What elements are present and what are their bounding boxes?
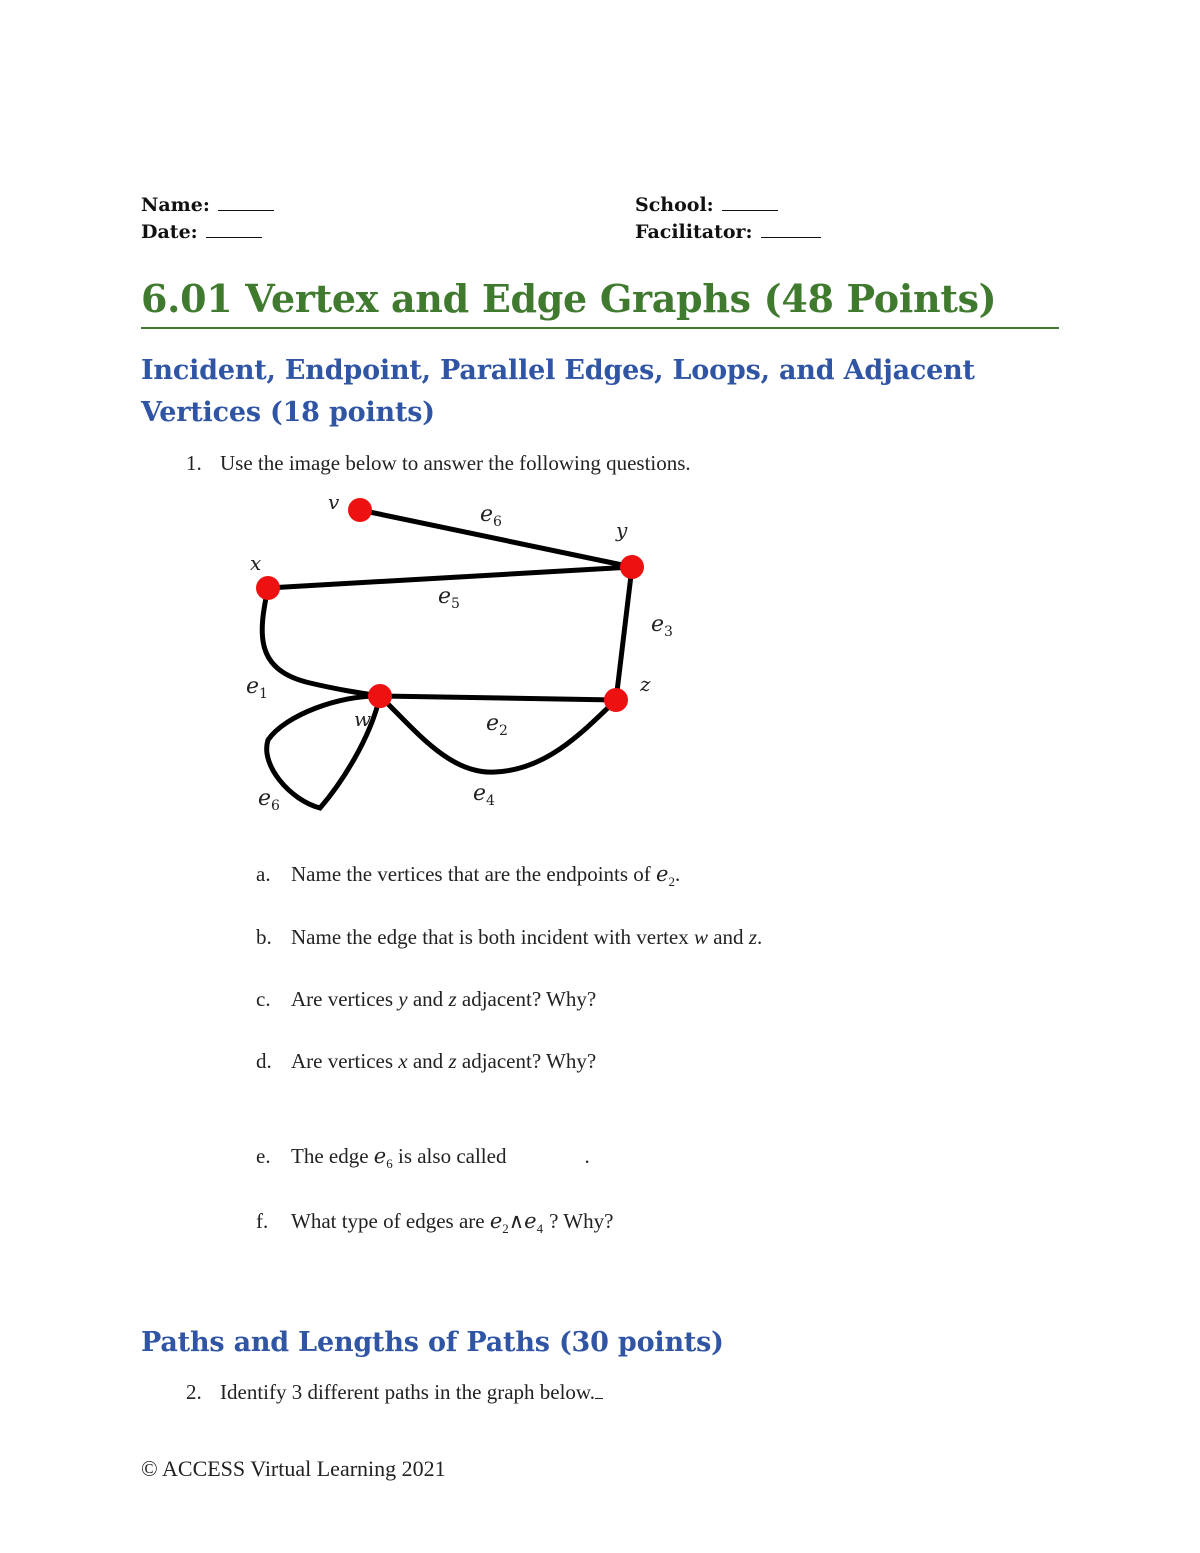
vertex-v xyxy=(348,498,372,522)
edge-label-e6-loop: $e_6$ xyxy=(258,786,280,814)
vertex-y xyxy=(620,555,644,579)
edge-e3-y-z xyxy=(616,567,632,700)
section-heading-incident: Incident, Endpoint, Parallel Edges, Loops, and Adjacent Vertices (18 points) xyxy=(141,355,975,428)
subquestion-b: b. Name the edge that is both incident with vertex w and z. xyxy=(256,925,763,949)
subquestion-a: a. Name the vertices that are the endpoints of $e_2$. xyxy=(256,862,681,890)
subquestion-c: c. Are vertices y and z adjacent? Why? xyxy=(256,987,597,1011)
section-heading-paths: Paths and Lengths of Paths (30 points) xyxy=(141,1327,724,1358)
name-blank[interactable] xyxy=(218,192,274,211)
vertex-z xyxy=(604,688,628,712)
question-1-number: 1. xyxy=(186,451,202,475)
subquestion-e: e. The edge $e_6$ is also called . xyxy=(256,1144,590,1172)
subquestion-d: d. Are vertices x and z adjacent? Why? xyxy=(256,1049,597,1073)
vertex-label-y: y xyxy=(616,518,628,542)
page-title: 6.01 Vertex and Edge Graphs (48 Points) xyxy=(141,276,997,321)
title-divider xyxy=(141,327,1059,329)
date-label: Date: xyxy=(141,221,198,243)
edge-label-e3: $e_3$ xyxy=(651,612,673,640)
school-blank[interactable] xyxy=(722,192,778,211)
edge-label-e5: $e_5$ xyxy=(438,584,460,612)
footer-copyright: © ACCESS Virtual Learning 2021 xyxy=(141,1456,446,1481)
question-2-number: 2. xyxy=(186,1380,202,1404)
question-1-text: Use the image below to answer the following questions. xyxy=(220,451,691,475)
vertex-w xyxy=(368,684,392,708)
question-2 xyxy=(186,1380,603,1405)
edge-e1-x-w xyxy=(262,588,380,696)
edge-label-e4: $e_4$ xyxy=(473,781,495,809)
vertex-label-v: v xyxy=(328,490,340,514)
question-2-text: Identify 3 different paths in the graph below. xyxy=(220,1380,595,1404)
question-1 xyxy=(186,451,691,476)
facilitator-blank[interactable] xyxy=(761,219,821,238)
date-blank[interactable] xyxy=(206,219,262,238)
name-label: Name: xyxy=(141,194,210,216)
vertex-label-w: w xyxy=(354,707,372,731)
vertex-label-z: z xyxy=(640,672,651,696)
edge-label-e1: $e_1$ xyxy=(246,674,268,702)
date-field xyxy=(141,219,262,243)
school-field xyxy=(635,192,778,216)
vertex-edge-graph xyxy=(230,485,700,825)
subquestion-f: f. What type of edges are $e_2\wedge e_4$ ? Why? xyxy=(256,1209,614,1237)
edge-label-e6-top: $e_6$ xyxy=(480,502,502,530)
name-field xyxy=(141,192,274,216)
school-label: School: xyxy=(635,194,714,216)
edge-e2-w-z xyxy=(380,696,616,700)
edge-label-e2: $e_2$ xyxy=(486,711,508,739)
vertex-label-x: x xyxy=(250,551,262,575)
facilitator-field xyxy=(635,219,821,243)
facilitator-label: Facilitator: xyxy=(635,221,753,243)
vertex-x xyxy=(256,576,280,600)
